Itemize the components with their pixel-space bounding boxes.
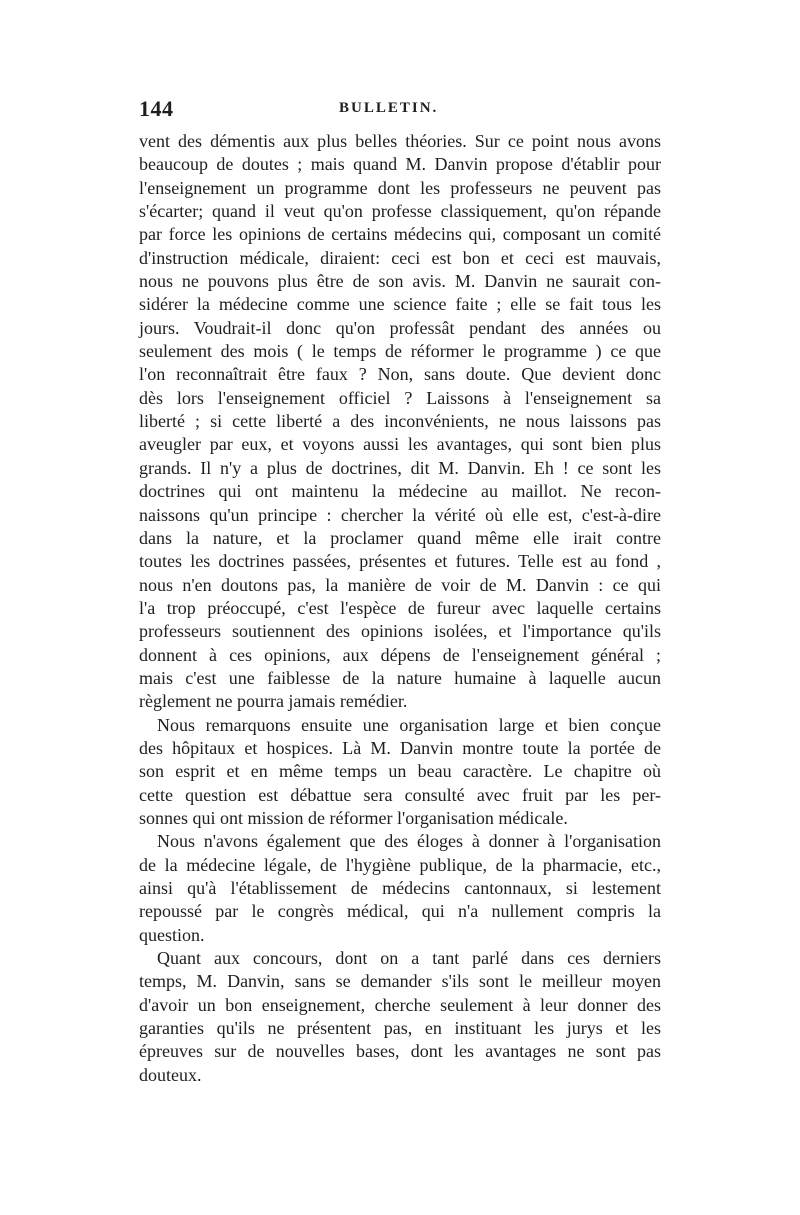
text-line: l'enseignement un programme dont les professeurs ne peuvent pas (139, 177, 661, 198)
text-line: vent des démentis aux plus belles théories. Sur ce point nous avons (139, 131, 661, 151)
text-line: jours. Voudrait-il donc qu'on professât pendant des années ou (139, 317, 661, 338)
paragraph (139, 947, 661, 1087)
text-line: question. (139, 924, 205, 945)
text-line: sonnes qui ont mission de réformer l'organisation médicale. (139, 807, 568, 828)
text-line: sidérer la médecine comme une science faite ; elle se fait tous les (139, 294, 661, 315)
text-line: mais c'est une faiblesse de la nature humaine à laquelle aucun (139, 667, 661, 688)
text-line: donnent à ces opinions, aux dépens de l'enseignement général ; (139, 644, 661, 665)
text-line: nous n'en doutons pas, la manière de voir de M. Danvin : ce qui (139, 574, 661, 595)
text-line: de la médecine légale, de l'hygiène publique, de la pharmacie, etc., (139, 854, 661, 875)
text-line: doctrines qui ont maintenu la médecine au maillot. Ne recon- (139, 481, 661, 502)
text-line: nous ne pouvons plus être de son avis. M. Danvin ne saurait con- (139, 271, 661, 292)
text-line: l'on reconnaîtrait être faux ? Non, sans doute. Que devient donc (139, 364, 661, 385)
text-line: grands. Il n'y a plus de doctrines, dit M. Danvin. Eh ! ce sont les (139, 457, 661, 478)
text-line: Nous remarquons ensuite une organisation large et bien conçue (157, 714, 661, 735)
text-line: règlement ne pourra jamais remédier. (139, 691, 408, 712)
text-line: d'instruction médicale, diraient: ceci est bon et ceci est mauvais, (139, 247, 661, 268)
text-line: douteux. (139, 1064, 202, 1085)
text-line: dès lors l'enseignement officiel ? Laissons à l'enseignement sa (139, 387, 661, 408)
text-line: dans la nature, et la proclamer quand même elle irait contre (139, 527, 661, 548)
text-line: beaucoup de doutes ; mais quand M. Danvin propose d'établir pour (139, 154, 661, 175)
text-line: toutes les doctrines passées, présentes et futures. Telle est au fond , (139, 551, 661, 572)
running-head (139, 96, 661, 126)
text-line: liberté ; si cette liberté a des inconvénients, ne nous laissons pas (139, 411, 661, 432)
text-line: garanties qu'ils ne présentent pas, en instituant les jurys et les (139, 1018, 661, 1039)
text-line: des hôpitaux et hospices. Là M. Danvin montre toute la portée de (139, 737, 661, 758)
text-line: seulement des mois ( le temps de réformer le programme ) ce que (139, 341, 661, 362)
body-text (139, 130, 661, 1087)
paragraph (139, 830, 661, 947)
text-line: cette question est débattue sera consulté avec fruit par les per- (139, 784, 661, 805)
page-number: 144 (139, 96, 174, 121)
text-line: repoussé par le congrès médical, qui n'a nullement compris la (139, 901, 661, 922)
text-line: Quant aux concours, dont on a tant parlé dans ces derniers (157, 948, 661, 969)
text-line: naissons qu'un principe : chercher la vérité où elle est, c'est-à-dire (139, 504, 661, 525)
text-line: d'avoir un bon enseignement, cherche seulement à leur donner des (139, 994, 661, 1015)
text-line: ainsi qu'à l'établissement de médecins cantonnaux, si lestement (139, 878, 661, 898)
paragraph (139, 130, 661, 714)
text-line: Nous n'avons également que des éloges à donner à l'organisation (157, 831, 661, 852)
running-title: BULLETIN. (339, 100, 439, 116)
paragraph (139, 714, 661, 831)
text-line: aveugler par eux, et voyons aussi les avantages, qui sont bien plus (139, 434, 661, 455)
text-line: s'écarter; quand il veut qu'on professe classiquement, qu'on répande (139, 201, 661, 222)
text-line: son esprit et en même temps un beau caractère. Le chapitre où (139, 761, 661, 782)
text-line: l'a trop préoccupé, c'est l'espèce de fureur avec laquelle certains (139, 597, 661, 618)
text-line: par force les opinions de certains médecins qui, composant un comité (139, 224, 661, 245)
text-line: épreuves sur de nouvelles bases, dont les avantages ne sont pas (139, 1041, 661, 1062)
text-line: professeurs soutiennent des opinions isolées, et l'importance qu'ils (139, 621, 661, 642)
text-line: temps, M. Danvin, sans se demander s'ils sont le meilleur moyen (139, 971, 661, 992)
